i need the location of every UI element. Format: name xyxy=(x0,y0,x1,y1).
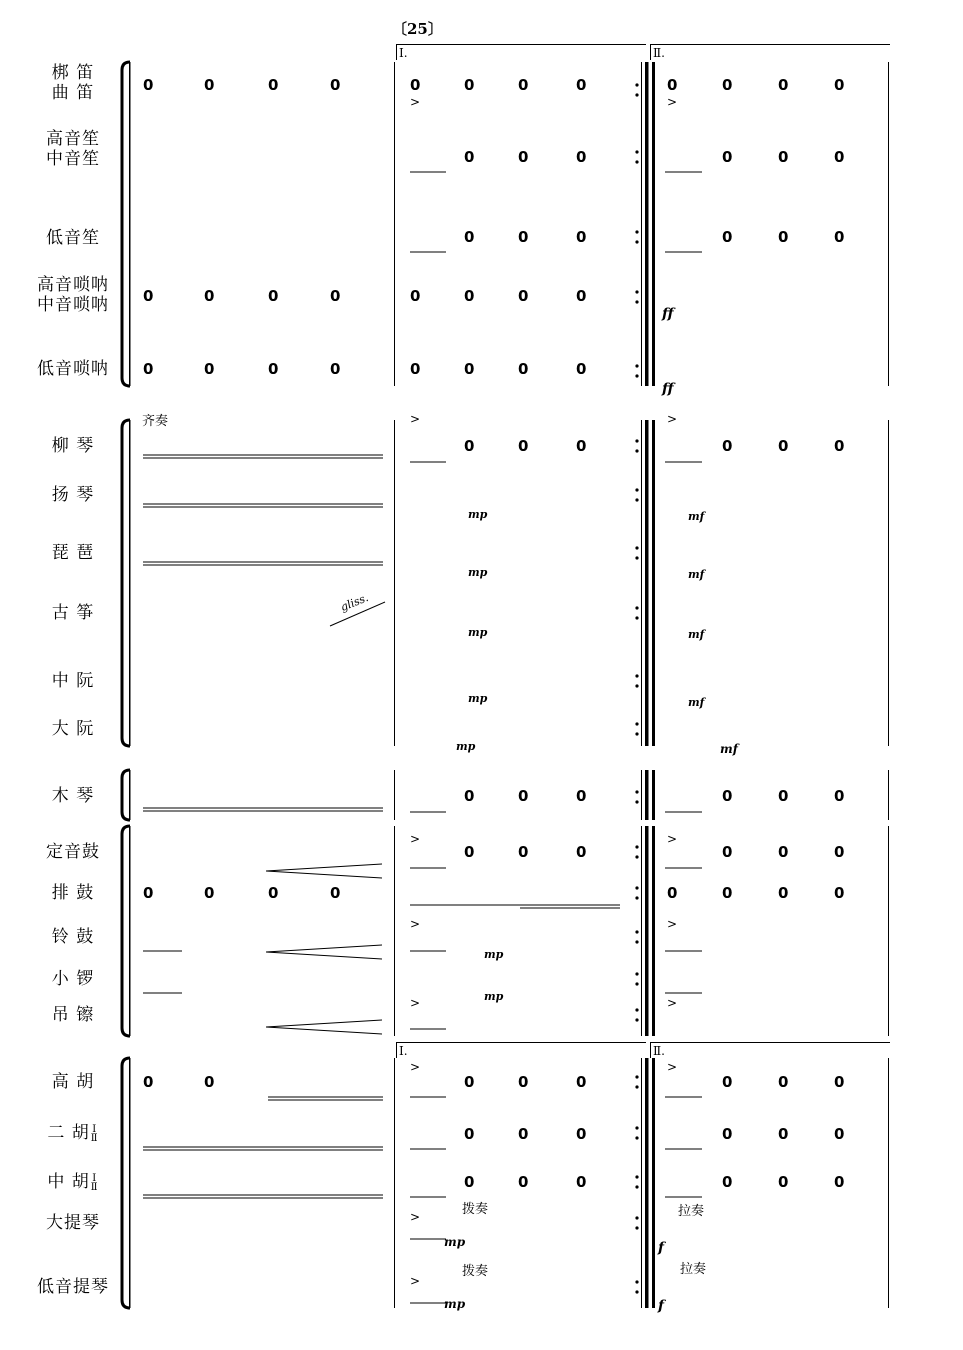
shenglow-m3-b2: 0 xyxy=(722,228,733,246)
dyn-mf-ruan: mf xyxy=(688,696,705,709)
dyn-mp-pipa: mp xyxy=(468,566,488,579)
suona-m2-b3: 0 xyxy=(518,287,529,305)
hairpin-cymbal xyxy=(266,1020,382,1034)
beam-pipa xyxy=(143,562,383,565)
liuqin-m3-b2: 0 xyxy=(722,437,733,455)
accent-14: > xyxy=(410,1274,421,1288)
timp-m2-b2: 0 xyxy=(464,843,475,861)
muqin-m2-b3: 0 xyxy=(518,787,529,805)
dizi-m3-b1: 0 xyxy=(667,76,678,94)
inst-gaohu: 高 胡 xyxy=(51,1072,95,1092)
start-bar-4 xyxy=(129,826,131,1036)
paigu-m3-b4: 0 xyxy=(834,884,845,902)
arco-label-1: 拉奏 xyxy=(678,1204,705,1219)
dizi-m2-b1: 0 xyxy=(410,76,421,94)
dyn-f-cb: f xyxy=(658,1298,665,1314)
shenglow-m3-b4: 0 xyxy=(834,228,845,246)
dyn-mp-cello: mp xyxy=(444,1235,466,1249)
inst-liuqin: 柳 琴 xyxy=(51,436,95,456)
erhu-m2-b3: 0 xyxy=(518,1125,529,1143)
bracket-plucked xyxy=(122,420,130,746)
paigu-m1-b4: 0 xyxy=(330,884,341,902)
accent-6: > xyxy=(667,832,678,846)
sheng-m3-b3: 0 xyxy=(778,148,789,166)
shenglow-m2-b3: 0 xyxy=(518,228,529,246)
dyn-mp-cb: mp xyxy=(444,1297,466,1311)
paigu-m3-b3: 0 xyxy=(778,884,789,902)
bracket-perc xyxy=(122,826,130,1036)
suona-m2-b4: 0 xyxy=(576,287,587,305)
repeat-thick-c xyxy=(645,770,649,820)
dizi-m1-b1: 0 xyxy=(143,76,154,94)
inst-zhongruan: 中 阮 xyxy=(51,671,95,691)
suona-m2-b1: 0 xyxy=(410,287,421,305)
second-start-a xyxy=(652,62,655,386)
liuqin-m3-b3: 0 xyxy=(778,437,789,455)
inst-cymbal: 吊 镲 xyxy=(51,1005,95,1025)
dyn-ff-2: ff xyxy=(662,381,674,397)
repeat-thick-a xyxy=(645,62,649,386)
gliss-label: gliss. xyxy=(338,591,371,614)
shenglow-m3-b3: 0 xyxy=(778,228,789,246)
erhu-m2-b4: 0 xyxy=(576,1125,587,1143)
inst-pipa: 琵 琶 xyxy=(51,543,95,563)
rehearsal-mark: 〔25〕 xyxy=(392,20,443,38)
gaohu-m2-b3: 0 xyxy=(518,1073,529,1091)
dizi-m3-b2: 0 xyxy=(722,76,733,94)
inst-dizi-bang: 梆 笛 xyxy=(51,63,95,83)
repeat-thin-c xyxy=(641,770,642,820)
gaohu-m1-b1: 0 xyxy=(143,1073,154,1091)
barline-m1-a xyxy=(394,62,395,386)
accent-4: > xyxy=(667,412,678,426)
accent-10: > xyxy=(667,996,678,1010)
gaohu-m3-b2: 0 xyxy=(722,1073,733,1091)
inst-erhu-div: Ⅰ Ⅱ xyxy=(90,1123,99,1144)
start-bar-5 xyxy=(129,1058,131,1308)
inst-xiaoluo: 小 锣 xyxy=(51,969,95,989)
suonalow-m2-b1: 0 xyxy=(410,360,421,378)
bracket-muqin xyxy=(122,770,130,820)
dyn-mp-ruan: mp xyxy=(468,692,488,705)
paigu-m1-b2: 0 xyxy=(204,884,215,902)
inst-zhonghu-div: Ⅰ Ⅱ xyxy=(90,1172,99,1193)
erhu-m2-b2: 0 xyxy=(464,1125,475,1143)
start-bar-3 xyxy=(129,770,131,820)
barline-m1-e xyxy=(394,1058,395,1308)
hairpin-timpani xyxy=(266,864,382,878)
accent-11: > xyxy=(410,1060,421,1074)
accent-2: > xyxy=(667,95,678,109)
shenglow-m2-b2: 0 xyxy=(464,228,475,246)
inst-cello: 大提琴 xyxy=(46,1213,100,1233)
barline-m1-d xyxy=(394,826,395,1036)
second-start-c xyxy=(652,770,655,820)
erhu-m3-b3: 0 xyxy=(778,1125,789,1143)
gaohu-m3-b3: 0 xyxy=(778,1073,789,1091)
accent-13: > xyxy=(410,1210,421,1224)
inst-daruan: 大 阮 xyxy=(51,719,95,739)
dizi-m1-b2: 0 xyxy=(204,76,215,94)
sheng-m2-b3: 0 xyxy=(518,148,529,166)
second-start-e xyxy=(652,1058,655,1308)
inst-zhonghu-label: 中 胡 xyxy=(47,1172,90,1192)
dizi-m2-b4: 0 xyxy=(576,76,587,94)
beam-gaohu xyxy=(268,1097,383,1100)
muqin-m3-b3: 0 xyxy=(778,787,789,805)
accent-5: > xyxy=(410,832,421,846)
inst-tambourine: 铃 鼓 xyxy=(51,927,95,947)
inst-guzheng: 古 筝 xyxy=(51,603,95,623)
volta-label-2: Ⅱ. xyxy=(653,46,665,60)
barline-m1-c xyxy=(394,770,395,820)
pizz-label-2: 拨奏 xyxy=(462,1264,489,1279)
zhonghu-m2-b3: 0 xyxy=(518,1173,529,1191)
volta-label-1: Ⅰ. xyxy=(399,46,408,60)
paigu-m1-b1: 0 xyxy=(143,884,154,902)
dyn-mf-zheng: mf xyxy=(688,628,705,641)
end-bar-e xyxy=(888,1058,889,1308)
timp-m3-b4: 0 xyxy=(834,843,845,861)
paigu-m3-b2: 0 xyxy=(722,884,733,902)
repeat-thin-d xyxy=(641,826,642,1036)
beam-yangqin xyxy=(143,504,383,507)
second-start-d xyxy=(652,826,655,1036)
accent-3: > xyxy=(410,412,421,426)
repeat-thick-e xyxy=(645,1058,649,1308)
inst-muqin: 木 琴 xyxy=(51,786,95,806)
repeat-thin-b xyxy=(641,420,642,746)
shenglow-m2-b4: 0 xyxy=(576,228,587,246)
erhu-m3-b4: 0 xyxy=(834,1125,845,1143)
timp-m2-b3: 0 xyxy=(518,843,529,861)
bracket-strings xyxy=(122,1058,130,1308)
dyn-ff-1: ff xyxy=(662,306,674,322)
inst-sheng-mid: 中音笙 xyxy=(46,149,100,169)
timp-m2-b4: 0 xyxy=(576,843,587,861)
muqin-m3-b2: 0 xyxy=(722,787,733,805)
accent-12: > xyxy=(667,1060,678,1074)
dyn-mp-tamb: mp xyxy=(484,948,504,961)
dyn-mp-luo: mp xyxy=(484,990,504,1003)
start-bar-2 xyxy=(129,420,131,746)
suona-m1-b4: 0 xyxy=(330,287,341,305)
dizi-m1-b3: 0 xyxy=(268,76,279,94)
beam-paigu xyxy=(410,905,620,908)
repeat-thick-d xyxy=(645,826,649,1036)
start-bar-1 xyxy=(129,62,131,386)
sheng-m3-b4: 0 xyxy=(834,148,845,166)
muqin-m2-b4: 0 xyxy=(576,787,587,805)
suonalow-m2-b3: 0 xyxy=(518,360,529,378)
end-bar-c xyxy=(888,770,889,820)
dyn-f-cello: f xyxy=(658,1240,665,1256)
inst-suona-high: 高音唢呐 xyxy=(37,275,109,295)
gaohu-m2-b2: 0 xyxy=(464,1073,475,1091)
inst-paigu: 排 鼓 xyxy=(51,883,95,903)
dyn-mp-zheng: mp xyxy=(468,626,488,639)
accent-7: > xyxy=(410,917,421,931)
volta-label-1b: Ⅰ. xyxy=(399,1044,408,1058)
beam-zhonghu xyxy=(143,1195,383,1198)
zhonghu-m3-b4: 0 xyxy=(834,1173,845,1191)
inst-sheng-high: 高音笙 xyxy=(46,129,100,149)
pizz-label-1: 拨奏 xyxy=(462,1202,489,1217)
inst-dizi-qu: 曲 笛 xyxy=(51,83,95,103)
repeat-thick-b xyxy=(645,420,649,746)
beam-muqin xyxy=(143,808,383,811)
dizi-m1-b4: 0 xyxy=(330,76,341,94)
suona-m1-b3: 0 xyxy=(268,287,279,305)
repeat-thin-e xyxy=(641,1058,642,1308)
inst-timpani: 定音鼓 xyxy=(46,842,100,862)
suonalow-m1-b2: 0 xyxy=(204,360,215,378)
zhonghu-m2-b4: 0 xyxy=(576,1173,587,1191)
liuqin-m2-b4: 0 xyxy=(576,437,587,455)
dyn-mf-yangqin: mf xyxy=(688,510,705,523)
sheng-m2-b2: 0 xyxy=(464,148,475,166)
barline-m1-b xyxy=(394,420,395,746)
paigu-m1-b3: 0 xyxy=(268,884,279,902)
inst-suona-mid: 中音唢呐 xyxy=(37,295,109,315)
arco-label-2: 拉奏 xyxy=(680,1262,707,1277)
zhonghu-m3-b2: 0 xyxy=(722,1173,733,1191)
suonalow-m1-b4: 0 xyxy=(330,360,341,378)
sheng-m2-b4: 0 xyxy=(576,148,587,166)
zhonghu-m2-b2: 0 xyxy=(464,1173,475,1191)
accent-8: > xyxy=(667,917,678,931)
end-bar-a xyxy=(888,62,889,386)
dizi-m3-b3: 0 xyxy=(778,76,789,94)
dyn-mf-pipa: mf xyxy=(688,568,705,581)
dizi-m3-b4: 0 xyxy=(834,76,845,94)
liuqin-m3-b4: 0 xyxy=(834,437,845,455)
gaohu-m3-b4: 0 xyxy=(834,1073,845,1091)
inst-suona-low: 低音唢呐 xyxy=(37,359,109,379)
suonalow-m2-b4: 0 xyxy=(576,360,587,378)
liuqin-m2-b3: 0 xyxy=(518,437,529,455)
sheng-m3-b2: 0 xyxy=(722,148,733,166)
muqin-m3-b4: 0 xyxy=(834,787,845,805)
suona-m2-b2: 0 xyxy=(464,287,475,305)
dizi-m2-b3: 0 xyxy=(518,76,529,94)
end-bar-d xyxy=(888,826,889,1036)
muqin-m2-b2: 0 xyxy=(464,787,475,805)
bracket-winds xyxy=(122,62,130,386)
end-bar-b xyxy=(888,420,889,746)
qizou-label: 齐奏 xyxy=(142,414,169,429)
hairpin-tambourine xyxy=(266,945,382,959)
suonalow-m1-b3: 0 xyxy=(268,360,279,378)
inst-contrabass: 低音提琴 xyxy=(37,1277,109,1297)
dyn-mf-daruan: mf xyxy=(720,742,738,756)
beam-liuqin xyxy=(143,455,383,458)
second-start-b xyxy=(652,420,655,746)
liuqin-m2-b2: 0 xyxy=(464,437,475,455)
dyn-mp-daruan: mp xyxy=(456,740,476,753)
inst-yangqin: 扬 琴 xyxy=(51,485,95,505)
suonalow-m2-b2: 0 xyxy=(464,360,475,378)
gaohu-m1-b2: 0 xyxy=(204,1073,215,1091)
accent-9: > xyxy=(410,996,421,1010)
zhonghu-m3-b3: 0 xyxy=(778,1173,789,1191)
erhu-m3-b2: 0 xyxy=(722,1125,733,1143)
dyn-mp-yangqin: mp xyxy=(468,508,488,521)
repeat-thin-a xyxy=(641,62,642,386)
inst-sheng-low: 低音笙 xyxy=(46,228,100,248)
accent-1: > xyxy=(410,95,421,109)
dizi-m2-b2: 0 xyxy=(464,76,475,94)
timp-m3-b3: 0 xyxy=(778,843,789,861)
suona-m1-b1: 0 xyxy=(143,287,154,305)
beam-erhu xyxy=(143,1147,383,1150)
gaohu-m2-b4: 0 xyxy=(576,1073,587,1091)
inst-erhu-label: 二 胡 xyxy=(47,1123,90,1143)
suona-m1-b2: 0 xyxy=(204,287,215,305)
volta-label-2b: Ⅱ. xyxy=(653,1044,665,1058)
repeat-dots xyxy=(635,83,638,1293)
timp-m3-b2: 0 xyxy=(722,843,733,861)
suonalow-m1-b1: 0 xyxy=(143,360,154,378)
paigu-m3-b1: 0 xyxy=(667,884,678,902)
